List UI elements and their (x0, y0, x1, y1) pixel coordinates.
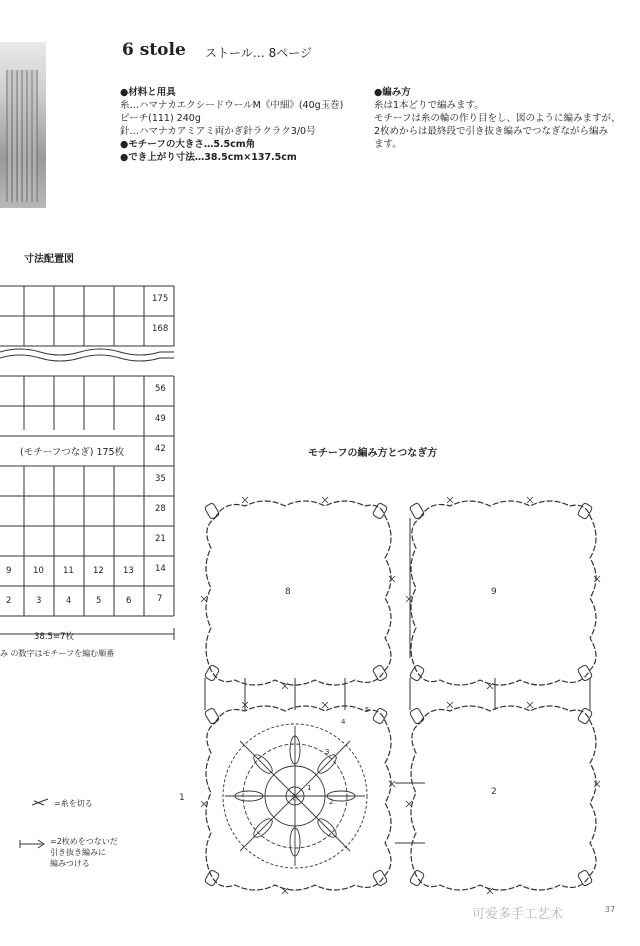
cell-label: 9 (6, 566, 12, 576)
cell-label: 7 (157, 594, 163, 604)
join-slipstitch-icon (18, 836, 48, 850)
motif-outline (201, 497, 395, 689)
cell-label: 4 (66, 596, 72, 606)
cut-yarn-icon (30, 796, 52, 808)
cell-label: 11 (63, 566, 74, 576)
motif-diagram (179, 488, 620, 888)
motif-outline (406, 497, 600, 689)
round-label: 5 (365, 706, 370, 714)
grid-center-label: (モチーフつなぎ) 175枚 (20, 447, 125, 458)
cell-label: 6 (126, 596, 132, 606)
materials-line: 糸…ハマナカエクシードウールM《中細》(40g玉巻) (120, 100, 344, 111)
materials-heading: ●材料と用具 (120, 87, 176, 98)
cell-label: 175 (152, 294, 169, 304)
legend-cut: =糸を切る (54, 799, 93, 808)
cell-label: 42 (155, 444, 166, 454)
motif-label: 9 (491, 587, 497, 597)
cell-label: 3 (36, 596, 42, 606)
cell-label: 168 (152, 324, 169, 334)
howto-line: 糸は1本どりで編みます。 (374, 100, 484, 111)
page-subtitle: ストール… 8ページ (205, 46, 312, 60)
ring-label: わ (291, 793, 299, 802)
motif-outline (406, 702, 600, 894)
round-label: 2 (329, 798, 334, 806)
round-label: 3 (325, 748, 330, 756)
materials-section (120, 86, 343, 164)
cell-label: 21 (155, 534, 166, 544)
page-title: 6 stole (122, 40, 186, 60)
watermark: 可爱多手工艺术 (472, 907, 564, 922)
cell-label: 13 (123, 566, 134, 576)
finished-size: ●でき上がり寸法…38.5cm×137.5cm (120, 152, 297, 163)
materials-line: 針…ハマナカアミアミ両かぎ針ラクラク3/0号 (120, 126, 316, 137)
legend-join-line: =2枚めをつないだ (50, 837, 118, 846)
howto-line: 2枚めからは最終段で引き抜き編みでつなぎながら編み (374, 126, 609, 137)
motif-label: 2 (491, 787, 497, 797)
motif-size: ●モチーフの大きさ…5.5cm角 (120, 139, 256, 150)
cell-label: 10 (33, 566, 44, 576)
cell-label: 56 (155, 384, 166, 394)
howto-line: モチーフは糸の輪の作り目をし、図のように編みますが、 (374, 113, 621, 124)
order-note: み の数字はモチーフを編む順番 (0, 649, 115, 658)
cell-label: 12 (93, 566, 104, 576)
motif-label: 1 (179, 793, 185, 803)
round-label: 1 (307, 784, 312, 792)
motif-diagram-title: モチーフの編み方とつなぎ方 (308, 448, 438, 459)
legend-join-line: 編みつける (50, 859, 90, 868)
page-number: 37 (605, 905, 616, 914)
materials-line: ピーチ(111) 240g (120, 113, 201, 124)
cell-label: 14 (155, 564, 166, 574)
cell-label: 28 (155, 504, 166, 514)
legend-join-line: 引き抜き編みに (50, 848, 106, 857)
cell-label: 5 (96, 596, 102, 606)
howto-heading: ●編み方 (374, 87, 411, 98)
legend-join (50, 836, 118, 869)
round-label: 4 (341, 718, 346, 726)
cell-label: 49 (155, 414, 166, 424)
motif-label: 8 (285, 587, 291, 597)
stole-photo (0, 42, 46, 208)
cell-label: 2 (6, 596, 12, 606)
cell-label: 35 (155, 474, 166, 484)
howto-section (374, 86, 621, 151)
width-label: 38.5=7枚 (34, 632, 74, 642)
layout-diagram-title: 寸法配置図 (24, 254, 74, 265)
howto-line: ます。 (374, 139, 402, 150)
